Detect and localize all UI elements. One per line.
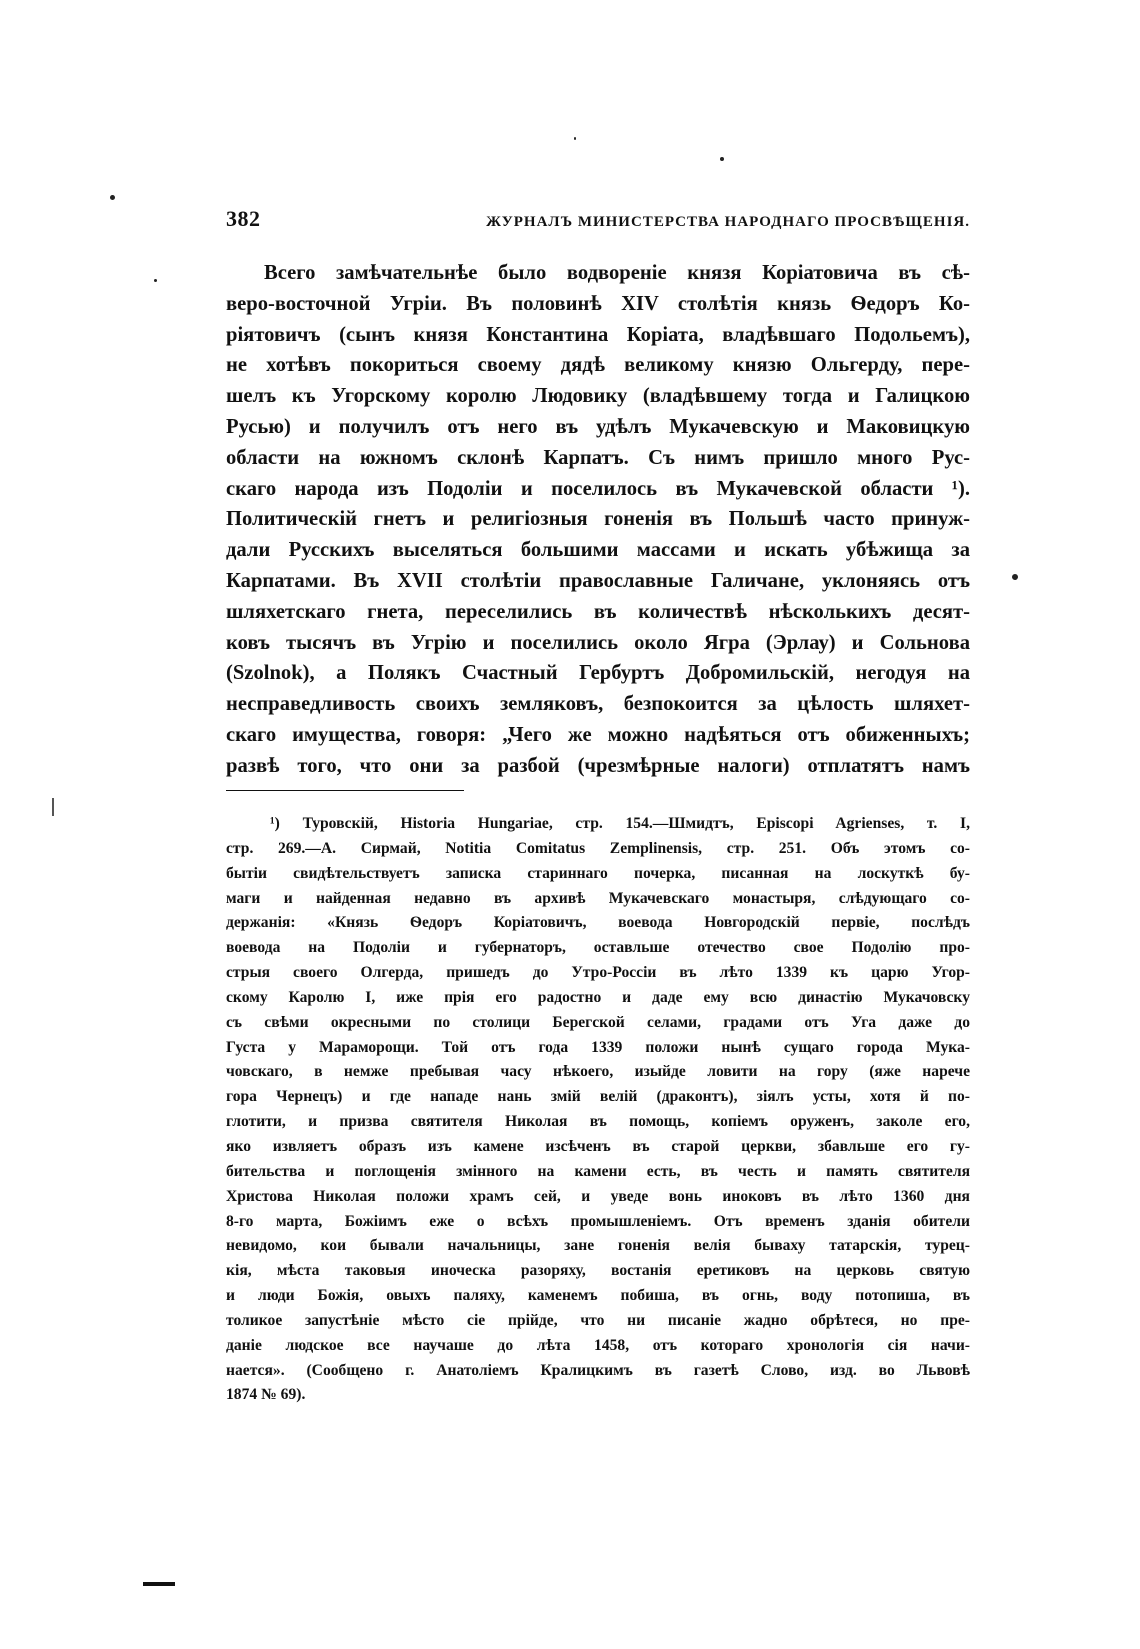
scan-speck [574, 137, 576, 140]
body-line: Карпатами. Въ XVII столѣтіи православные Галичане, уклоняясь отъ [226, 569, 970, 592]
body-line: скаго народа изъ Подоліи и поселилось въ Мукачевской области ¹). [226, 477, 970, 500]
margin-mark [52, 798, 54, 816]
body-line: (Szolnok), а Полякъ Счастный Гербуртъ Добромильскій, негодуя на [226, 662, 970, 685]
body-line: развѣ того, что они за разбой (чрезмѣрные налоги) отплатятъ намъ [226, 754, 970, 777]
body-line: веро-восточной Угріи. Въ половинѣ XIV столѣтія князь Ѳедоръ Ко- [226, 292, 970, 315]
footnote-line: глотити, и призва святителя Николая въ помощь, копіемъ оруженъ, заколе его, [226, 1113, 970, 1131]
footnote-line: скому Каролю I, иже прія его радостно и даде ему всю династію Мукачовску [226, 988, 970, 1006]
body-line: Всего замѣчательнѣе было водвореніе князя Коріатовича въ сѣ- [264, 262, 970, 284]
footnote-line: воевода на Подоліи и губернаторъ, оставльше отечество свое Подолію про- [226, 939, 970, 957]
footnote-line: толикое запустѣніе мѣсто сіе прійде, что ни писаніе жадно обрѣтеся, но пре- [226, 1311, 970, 1329]
footnote-line: даніе людское все научаше до лѣта 1458, отъ котораго хронологія сія начи- [226, 1336, 970, 1354]
footnote-line: невидомо, кои бывали начальницы, зане гоненія велія бываху татарскія, турец- [226, 1237, 970, 1255]
scan-speck [110, 195, 115, 200]
footnote-line: и люди Божія, овыхъ паляху, каменемъ побиша, въ огнь, воду потопиша, въ [226, 1287, 970, 1305]
footnote-line: ¹) Туровскій, Historia Hungariae, стр. 154.—Шмидтъ, Episcopi Agrienses, т. I, [270, 815, 970, 832]
body-line: ковъ тысячъ въ Угрію и поселились около Ягра (Эрлау) и Сольнова [226, 631, 970, 654]
body-line: скаго имущества, говоря: „Чего же можно надѣяться отъ обиженныхъ; [226, 723, 970, 746]
footnote-line: гора Чернецъ) и где нападе нань змій велій (драконтъ), зіялъ усты, хотя й по- [226, 1088, 970, 1106]
footnote-line: бытіи свидѣтельствуетъ записка стариннаго почерка, писанная на лоскуткѣ бу- [226, 864, 970, 882]
footnote-line: 8-го марта, Божіимъ еже о всѣхъ промышленіемъ. Отъ временъ зданія обители [226, 1212, 970, 1230]
body-line: несправедливость своихъ земляковъ, безпокоится за цѣлость шляхет- [226, 693, 970, 716]
footnote-line: яко извляетъ образъ изъ камене изсѣченъ въ старой церкви, збавльше его гу- [226, 1137, 970, 1155]
footnote-line: бительства и поглощенія змінного на камени есть, въ честь и память святителя [226, 1162, 970, 1180]
body-line: дали Русскихъ выселяться большими массами и искать убѣжища за [226, 539, 970, 562]
footnote-line: 1874 № 69). [226, 1386, 306, 1404]
footnote [226, 812, 970, 1408]
body-line: шляхетскаго гнета, переселились въ количествѣ нѣсколькихъ десят- [226, 600, 970, 623]
body-line: ріятовичъ (сынъ князя Константина Коріата, владѣвшаго Подольемъ), [226, 323, 970, 346]
scan-speck [1012, 574, 1018, 580]
body-paragraph [226, 258, 970, 782]
footnote-line: човскаго, в немже пребывая часу нѣкоего, изыйде ловити на гору (яже нарече [226, 1063, 970, 1081]
scan-speck [154, 279, 157, 282]
footnote-line: съ свѣми окресными по столици Берегской селами, градами отъ Уга даже до [226, 1013, 970, 1031]
body-line: шелъ къ Угорскому королю Людовику (владѣвшему тогда и Галицкою [226, 385, 970, 408]
footnote-line: кія, мѣста таковыя иноческа разоряху, востанія еретиковъ на церковь святую [226, 1262, 970, 1280]
footnote-line: Христова Николая положи храмъ сей, и уведе вонь иноковъ въ лѣто 1360 дня [226, 1187, 970, 1205]
page-number: 382 [226, 206, 261, 231]
footnote-rule [226, 790, 464, 791]
footnote-line: маги и найденная недавно въ архивѣ Мукачевскаго монастыря, слѣдующаго со- [226, 889, 970, 907]
footnote-line: держанія: «Князь Ѳедоръ Коріатовичъ, воевода Новгородскій первіе, послѣдъ [226, 914, 970, 932]
body-line: Русью) и получилъ отъ него въ удѣлъ Мукачевскую и Маковицкую [226, 415, 970, 438]
footnote-line: нается». (Сообщено г. Анатоліемъ Кралицкимъ въ газетѣ Слово, изд. во Львовѣ [226, 1361, 970, 1379]
footnote-line: стрыя своего Олгерда, пришедъ до Утро-Россіи въ лѣто 1339 къ царю Угор- [226, 964, 970, 982]
running-head: ЖУРНАЛЪ МИНИСТЕРСТВА НАРОДНАГО ПРОСВѢЩЕНІЯ. [486, 214, 970, 230]
body-line: области на южномъ склонѣ Карпатъ. Съ нимъ пришло много Рус- [226, 446, 970, 469]
body-line: Политическій гнетъ и религіозныя гоненія въ Польшѣ часто принуж- [226, 508, 970, 531]
body-line: не хотѣвъ покориться своему дядѣ великому князю Ольгерду, пере- [226, 354, 970, 377]
scan-speck [720, 157, 724, 161]
footnote-line: стр. 269.—А. Сирмай, Notitia Comitatus Zemplinensis, стр. 251. Объ этомъ со- [226, 839, 970, 857]
footnote-line: Густа у Мараморощи. Той отъ года 1339 положи нынѣ сущаго города Мука- [226, 1038, 970, 1056]
page-header [226, 206, 970, 240]
bottom-dash [143, 1582, 175, 1586]
